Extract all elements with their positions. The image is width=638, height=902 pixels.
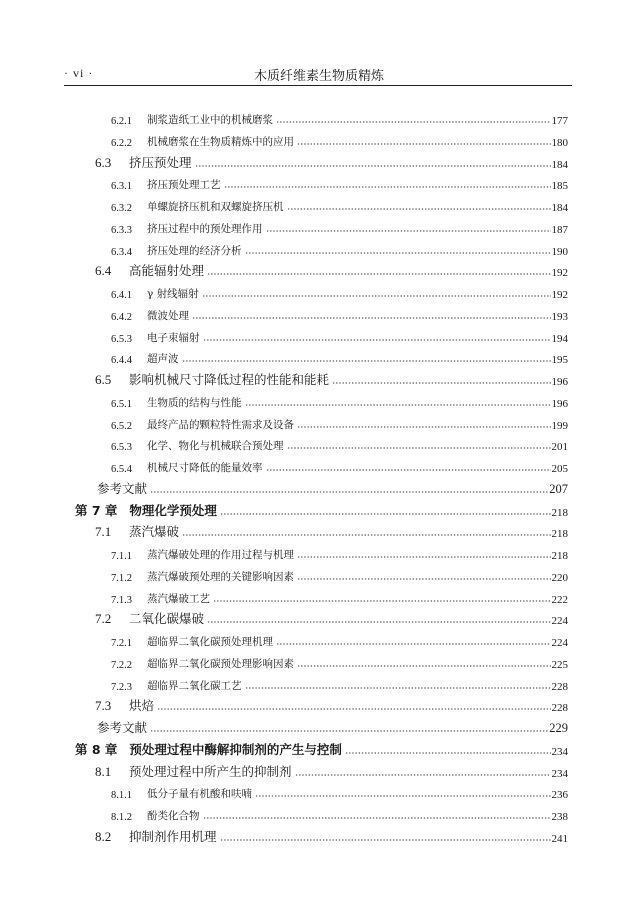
toc-leader-dots bbox=[332, 382, 550, 384]
toc-entry-number: 6.5.4 bbox=[111, 464, 132, 475]
toc-leader-dots bbox=[192, 317, 551, 319]
toc-leader-dots bbox=[213, 600, 551, 602]
toc-entry bbox=[95, 520, 568, 540]
toc-entry-number: 7.1.2 bbox=[111, 573, 132, 584]
toc-entry-number: 6.5.3 bbox=[111, 334, 132, 345]
toc-entry-page: 177 bbox=[551, 115, 568, 127]
toc-leader-dots bbox=[266, 230, 551, 232]
toc-entry-title: 烘焙 bbox=[129, 698, 155, 713]
toc-entry-number: 7.2.1 bbox=[111, 638, 132, 649]
toc-entry-page: 192 bbox=[551, 289, 568, 301]
toc-entry-title: γ 射线辐射 bbox=[147, 288, 199, 300]
toc-chapter-entry bbox=[75, 738, 568, 758]
toc-entry-title: 超临界二氧化碳预处理影响因素 bbox=[147, 658, 294, 670]
toc-leader-dots bbox=[276, 643, 551, 645]
toc-entry bbox=[111, 412, 568, 432]
toc-leader-dots bbox=[266, 469, 551, 471]
toc-entry-title: 抑制剂作用机理 bbox=[129, 829, 217, 844]
toc-references-entry bbox=[97, 716, 568, 736]
toc-leader-dots bbox=[203, 817, 551, 819]
toc-leader-dots bbox=[207, 273, 550, 275]
toc-leader-dots bbox=[345, 752, 551, 754]
toc-entry bbox=[111, 629, 568, 649]
toc-leader-dots bbox=[297, 665, 551, 667]
toc-entry bbox=[111, 325, 568, 345]
toc-entry bbox=[111, 542, 568, 562]
toc-entry-number: 6.5.2 bbox=[111, 421, 132, 432]
toc-entry bbox=[95, 694, 568, 714]
toc-leader-dots bbox=[203, 339, 551, 341]
toc-entry-title: 影响机械尺寸降低过程的性能和能耗 bbox=[129, 372, 330, 387]
toc-entry-title: 超声波 bbox=[147, 353, 179, 365]
toc-leader-dots bbox=[297, 426, 551, 428]
toc-entry-title: 挤压过程中的预处理作用 bbox=[147, 223, 263, 235]
toc-entry-page: 195 bbox=[551, 354, 568, 366]
toc-leader-dots bbox=[207, 621, 550, 623]
toc-entry bbox=[111, 673, 568, 693]
toc-leader-dots bbox=[157, 708, 550, 710]
toc-chapter-entry bbox=[75, 499, 568, 519]
toc-entry-number: 6.2.1 bbox=[111, 116, 132, 127]
toc-leader-dots bbox=[276, 121, 551, 123]
toc-entry-page: 192 bbox=[551, 267, 568, 279]
toc-leader-dots bbox=[182, 534, 550, 536]
toc-entry bbox=[111, 433, 568, 453]
toc-entry-title: 生物质的结构与性能 bbox=[147, 397, 242, 409]
toc-entry-page: 201 bbox=[551, 441, 568, 453]
toc-entry-page: 225 bbox=[551, 659, 568, 671]
toc-leader-dots bbox=[297, 556, 551, 558]
toc-entry bbox=[95, 760, 568, 780]
toc-entry-title: 预处理过程中所产生的抑制剂 bbox=[129, 764, 292, 779]
toc-entry-page: 218 bbox=[551, 528, 568, 540]
toc-entry bbox=[111, 281, 568, 301]
toc-entry-page: 234 bbox=[551, 768, 568, 780]
toc-leader-dots bbox=[220, 839, 551, 841]
toc-entry bbox=[111, 216, 568, 236]
toc-entry-number: 第 7 章 bbox=[75, 503, 118, 518]
toc-entry-title: 微波处理 bbox=[147, 310, 189, 322]
toc-entry bbox=[95, 607, 568, 627]
toc-entry-page: 193 bbox=[551, 311, 568, 323]
toc-entry-number: 6.3.4 bbox=[111, 247, 132, 258]
toc-references-entry bbox=[97, 477, 568, 497]
toc-entry bbox=[111, 194, 568, 214]
toc-entry-page: 222 bbox=[551, 594, 568, 606]
toc-leader-dots bbox=[287, 208, 551, 210]
page-header bbox=[0, 62, 638, 82]
toc-entry-title: 预处理过程中酶解抑制剂的产生与控制 bbox=[129, 742, 342, 757]
toc-entry-title: 蒸汽爆破预处理的关键影响因素 bbox=[147, 571, 294, 583]
toc-entry-page: 218 bbox=[551, 507, 568, 519]
toc-entry-number: 6.4.4 bbox=[111, 355, 132, 366]
toc-leader-dots bbox=[182, 360, 551, 362]
toc-leader-dots bbox=[224, 186, 551, 188]
toc-entry-title: 化学、物化与机械联合预处理 bbox=[147, 440, 284, 452]
toc-entry-page: 220 bbox=[551, 572, 568, 584]
toc-entry-number: 6.2.2 bbox=[111, 138, 132, 149]
toc-entry-number: 6.4.2 bbox=[111, 312, 132, 323]
toc-entry-page: 199 bbox=[551, 420, 568, 432]
toc-leader-dots bbox=[245, 404, 551, 406]
toc-entry-title: 机械磨浆在生物质精炼中的应用 bbox=[147, 136, 294, 148]
toc-entry-page: 229 bbox=[549, 721, 568, 735]
toc-entry bbox=[111, 107, 568, 127]
toc-entry-number: 8.1 bbox=[95, 764, 112, 779]
toc-leader-dots bbox=[287, 447, 551, 449]
toc-entry-title: 挤压处理的经济分析 bbox=[147, 245, 242, 257]
toc-leader-dots bbox=[295, 774, 551, 776]
toc-entry-page: 224 bbox=[551, 637, 568, 649]
toc-leader-dots bbox=[245, 252, 551, 254]
toc-entry-number: 8.2 bbox=[95, 829, 112, 844]
toc-entry-page: 241 bbox=[551, 833, 568, 845]
toc-entry bbox=[95, 151, 568, 171]
header-book-title: 木质纤维素生物质精炼 bbox=[253, 69, 384, 84]
toc-entry-number: 6.5.3 bbox=[111, 442, 132, 453]
toc-entry-number: 6.5 bbox=[95, 372, 112, 387]
toc-entry-page: 207 bbox=[549, 482, 568, 496]
toc-entry bbox=[111, 303, 568, 323]
toc-entry-page: 184 bbox=[551, 159, 568, 171]
toc-entry bbox=[111, 346, 568, 366]
toc-entry-number: 6.4.1 bbox=[111, 290, 132, 301]
toc-entry-title: 蒸汽爆破处理的作用过程与机理 bbox=[147, 549, 294, 561]
toc-entry-page: 228 bbox=[551, 681, 568, 693]
toc-entry bbox=[111, 781, 568, 801]
toc-leader-dots bbox=[220, 513, 551, 515]
toc-entry-title: 蒸汽爆破 bbox=[129, 524, 180, 539]
toc-leader-dots bbox=[297, 143, 551, 145]
toc-entry-number: 7.1 bbox=[95, 524, 112, 539]
toc-entry-title: 制浆造纸工业中的机械磨浆 bbox=[147, 114, 273, 126]
toc-entry-title: 二氧化碳爆破 bbox=[129, 611, 205, 626]
toc-entry-title: 低分子量有机酸和呋喃 bbox=[147, 788, 252, 800]
toc-entry-number: 7.3 bbox=[95, 698, 112, 713]
toc-entry bbox=[111, 651, 568, 671]
toc-entry-number: 6.3.3 bbox=[111, 225, 132, 236]
toc-entry-number: 7.1.3 bbox=[111, 595, 132, 606]
toc-entry-title: 参考文献 bbox=[97, 481, 148, 496]
toc-entry-page: 180 bbox=[551, 137, 568, 149]
toc-entry bbox=[95, 368, 568, 388]
toc-entry-page: 190 bbox=[551, 246, 568, 258]
toc-entry bbox=[111, 172, 568, 192]
toc-entry-page: 218 bbox=[551, 550, 568, 562]
toc-entry-title: 高能辐射处理 bbox=[129, 263, 205, 278]
toc-entry-page: 184 bbox=[551, 202, 568, 214]
toc-entry-title: 超临界二氧化碳预处理机理 bbox=[147, 636, 273, 648]
toc-entry-number: 6.3.1 bbox=[111, 181, 132, 192]
toc-entry-number: 6.5.1 bbox=[111, 399, 132, 410]
toc-entry bbox=[95, 825, 568, 845]
toc-entry bbox=[111, 564, 568, 584]
toc-entry-page: 185 bbox=[551, 180, 568, 192]
toc-entry-page: 234 bbox=[551, 746, 568, 758]
toc-entry-title: 电子束辐射 bbox=[147, 332, 200, 344]
toc-entry-page: 238 bbox=[551, 811, 568, 823]
toc-entry-number: 8.1.2 bbox=[111, 812, 132, 823]
toc-entry-title: 物理化学预处理 bbox=[129, 503, 217, 518]
toc-entry-page: 196 bbox=[551, 398, 568, 410]
toc-entry bbox=[111, 455, 568, 475]
toc-leader-dots bbox=[297, 578, 551, 580]
toc-entry-number: 7.2 bbox=[95, 611, 112, 626]
toc-entry-title: 酚类化合物 bbox=[147, 810, 200, 822]
toc-leader-dots bbox=[202, 295, 551, 297]
toc-entry-page: 236 bbox=[551, 789, 568, 801]
toc-entry-page: 196 bbox=[551, 376, 568, 388]
toc-entry bbox=[111, 586, 568, 606]
toc-entry-number: 7.2.3 bbox=[111, 682, 132, 693]
toc-entry-page: 194 bbox=[551, 333, 568, 345]
toc-leader-dots bbox=[150, 730, 548, 732]
toc-entry-number: 7.2.2 bbox=[111, 660, 132, 671]
toc-entry-page: 228 bbox=[551, 702, 568, 714]
toc-entry-number: 8.1.1 bbox=[111, 790, 132, 801]
toc-entry-title: 机械尺寸降低的能量效率 bbox=[147, 462, 263, 474]
toc-entry-number: 第 8 章 bbox=[75, 742, 118, 757]
toc-leader-dots bbox=[150, 491, 548, 493]
toc-entry-number: 6.4 bbox=[95, 263, 112, 278]
toc-entry-title: 挤压预处理 bbox=[129, 155, 192, 170]
toc-entry-number: 7.1.1 bbox=[111, 551, 132, 562]
toc-entry-title: 参考文献 bbox=[97, 720, 148, 735]
toc-entry-title: 单螺旋挤压机和双螺旋挤压机 bbox=[147, 201, 284, 213]
toc-entry bbox=[111, 390, 568, 410]
toc-entry-title: 超临界二氧化碳工艺 bbox=[147, 680, 242, 692]
toc-entry-number: 6.3.2 bbox=[111, 203, 132, 214]
toc-leader-dots bbox=[245, 687, 551, 689]
toc-leader-dots bbox=[255, 795, 551, 797]
toc-entry-page: 187 bbox=[551, 224, 568, 236]
toc-entry bbox=[111, 238, 568, 258]
toc-entry-page: 205 bbox=[551, 463, 568, 475]
toc-entry-title: 最终产品的颗粒特性需求及设备 bbox=[147, 419, 294, 431]
toc-entry-page: 224 bbox=[551, 615, 568, 627]
header-rule bbox=[64, 85, 572, 86]
toc-entry-title: 蒸汽爆破工艺 bbox=[147, 593, 210, 605]
toc-entry-title: 挤压预处理工艺 bbox=[147, 179, 221, 191]
toc-entry bbox=[111, 129, 568, 149]
toc-entry bbox=[111, 803, 568, 823]
header-page-number: · vi · bbox=[64, 66, 94, 80]
toc-leader-dots bbox=[195, 165, 551, 167]
toc-entry-number: 6.3 bbox=[95, 155, 112, 170]
toc-entry bbox=[95, 259, 568, 279]
